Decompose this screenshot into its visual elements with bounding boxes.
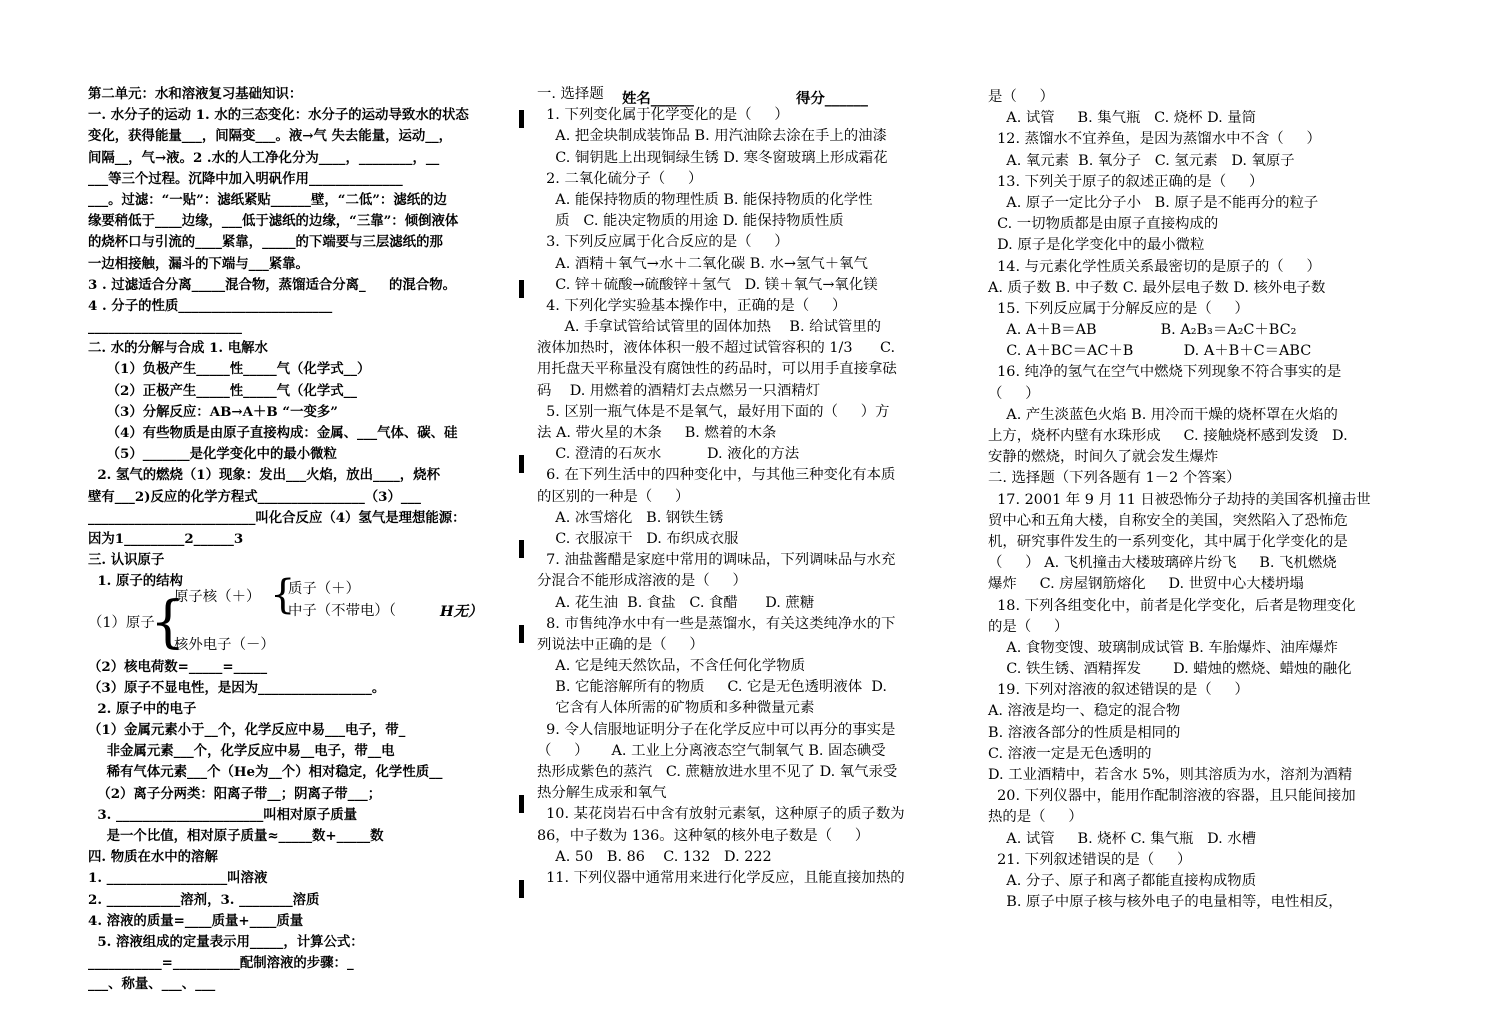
text-line: 5. 溶液组成的定量表示用_____，计算公式： [88, 933, 364, 950]
text-line: （5）_______是化学变化中的最小微粒 [88, 446, 337, 463]
text-line: 缘要稍低于____边缘，___低于滤纸的边缘，“三靠”：倾倒液体 [88, 213, 459, 230]
text-line: A. 50 B. 86 C. 132 D. 222 [537, 848, 772, 865]
text-line: （4）有些物质是由原子直接构成：金属、___气体、碳、硅 [88, 425, 458, 441]
text-line: （2）正极产生_____性_____气（化学式__ [88, 382, 357, 399]
text-line: 热的是（ ） [988, 809, 1083, 826]
text-line: A. 酒精＋氧气→水＋二氧化碳 B. 水→氢气＋氧气 [537, 255, 868, 272]
text-line: B. 溶液各部分的性质是相同的 [988, 724, 1181, 741]
text-line: A. 质子数 B. 中子数 C. 最外层电子数 D. 核外电子数 [988, 279, 1326, 296]
text-line: 用托盘天平称量没有腐蚀性的药品时，可以用手直接拿砝 [537, 361, 897, 378]
text-line: 质 C. 能决定物质的用途 D. 能保持物质性质 [537, 213, 844, 230]
divider-bar [519, 625, 524, 643]
text-line: （2）离子分两类：阳离子带__；阴离子带___； [88, 785, 382, 802]
text-line: 7. 油盐酱醋是家庭中常用的调味品，下列调味品与水充 [537, 552, 896, 569]
text-line: 3 . 过滤适合分离_____混合物，蒸馏适合分离_ 的混合物。 [88, 276, 456, 293]
text-line: D. 原子是化学变化中的最小微粒 [988, 237, 1205, 254]
choice-questions-column [537, 84, 965, 889]
text-line: （ ） [988, 385, 1040, 402]
text-line: 4. 溶液的质量=____质量+____质量 [88, 912, 304, 929]
text-line: 非金属元素___个，化学反应中易__电子，带__电 [88, 743, 395, 760]
review-notes-part2 [88, 657, 512, 996]
text-line: ___。过滤：“一贴”：滤纸紧贴______壁，“二低”：滤纸的边 [88, 191, 447, 208]
text-line: 6. 在下列生活中的四种变化中，与其他三种变化有本质 [537, 467, 896, 484]
text-line: C. A＋BC＝AC＋B D. A＋B＋C＝ABC [988, 343, 1312, 360]
text-line: A. 冰雪熔化 B. 钢铁生锈 [537, 509, 724, 526]
text-line: 液体加热时，液体体积一般不超过试管容积的 1/3 C. [537, 340, 896, 357]
text-line: A. 试管 B. 烧杯 C. 集气瓶 D. 水槽 [988, 830, 1257, 847]
text-line: C. 澄清的石灰水 D. 液化的方法 [537, 446, 800, 463]
text-line: 它含有人体所需的矿物质和多种微量元素 [537, 700, 815, 717]
divider-bar [519, 455, 524, 473]
text-line: ___等三个过程。沉降中加入明矾作用______________ [88, 170, 403, 187]
text-line: 是（ ） [988, 89, 1055, 105]
text-line: 8. 市售纯净水中有一些是蒸馏水，有关这类纯净水的下 [537, 615, 896, 632]
text-line: 分混合不能形成溶液的是（ ） [537, 573, 747, 590]
text-line: C. 铁生锈、酒精挥发 D. 蜡烛的燃烧、蜡烛的融化 [988, 661, 1352, 678]
text-line: 热分解生成汞和氧气 [537, 785, 667, 802]
text-line: 三. 认识原子 [88, 552, 165, 569]
text-line: A. 产生淡蓝色火焰 B. 用冷而干燥的烧杯罩在火焰的 [988, 406, 1338, 423]
text-line: 因为1_________2______3 [88, 530, 244, 547]
text-line: 是一个比值，相对原子质量≈_____数+_____数 [88, 828, 384, 844]
text-line: D. 工业酒精中，若含水 5%，则其溶质为水，溶剂为酒精 [988, 767, 1353, 783]
text-line: A. 把金块制成装饰品 B. 用汽油除去涂在手上的油漆 [537, 128, 887, 145]
text-line: 一. 选择题 [537, 86, 604, 102]
text-line: C. 溶液一定是无色透明的 [988, 745, 1152, 762]
text-line: A. 氧元素 B. 氧分子 C. 氢元素 D. 氧原子 [988, 152, 1295, 169]
text-line: 2. 二氧化硫分子（ ） [537, 170, 703, 187]
review-notes-part1 [88, 84, 512, 593]
text-line: A. A＋B＝AB B. A₂B₃＝A₂C＋BC₂ [988, 322, 1297, 339]
nucleus-label: 原子核（＋） [174, 588, 261, 605]
text-line: 安静的燃烧，时间久了就会发生爆炸 [988, 449, 1219, 466]
text-line: A. 手拿试管给试管里的固体加热 B. 给试管里的 [537, 319, 882, 336]
text-line: 16. 纯净的氢气在空气中燃烧下列现象不符合事实的是 [988, 364, 1342, 381]
text-line: 21. 下列叙述错误的是（ ） [988, 851, 1192, 868]
text-line: 列说法中正确的是（ ） [537, 636, 704, 653]
text-line: （ ） A. 工业上分离液态空气制氧气 B. 固态碘受 [537, 742, 886, 759]
text-line: A. 原子一定比分子小 B. 原子是不能再分的粒子 [988, 194, 1319, 211]
text-line: A. 它是纯天然饮品，不含任何化学物质 [537, 658, 806, 675]
text-line: 1. 下列变化属于化学变化的是（ ） [537, 107, 789, 124]
text-line: 17. 2001 年 9 月 11 日被恐怖分子劫持的美国客机撞击世 [988, 491, 1371, 508]
text-line: 2. 原子中的电子 [88, 700, 197, 717]
text-line: A. 分子、原子和离子都能直接构成物质 [988, 872, 1257, 889]
text-line: 11. 下列仪器中通常用来进行化学反应，且能直接加热的 [537, 869, 905, 886]
text-line: 变化，获得能量___，间隔变___。液→气 失去能量，运动__， [88, 128, 453, 145]
text-line: 14. 与元素化学性质关系最密切的是原子的（ ） [988, 258, 1321, 275]
neutron-label: 中子（不带电）（ [288, 602, 396, 619]
divider-bar [519, 540, 524, 558]
text-line: 的是（ ） [988, 618, 1069, 635]
text-line: 10. 某花岗岩石中含有放射元素氡，这种原子的质子数为 [537, 806, 905, 823]
text-line: 一. 水分子的运动 1. 水的三态变化：水分子的运动导致水的状态 [88, 107, 469, 124]
electron-label: 核外电子（－） [174, 636, 275, 653]
text-line: 18. 下列各组变化中，前者是化学变化，后者是物理变化 [988, 597, 1356, 614]
text-line: 4 . 分子的性质_______________________ [88, 297, 333, 314]
text-line: （3）原子不显电性，是因为_________________。 [88, 679, 386, 696]
text-line: 壁有___2)反应的化学方程式________________（3）___ [88, 488, 421, 505]
text-line: 4. 下列化学实验基本操作中，正确的是（ ） [537, 297, 847, 314]
text-line: 86，中子数为 136。这种氡的核外电子数是（ ） [537, 827, 870, 844]
text-line: （1）金属元素小于__个，化学反应中易___电子，带_ [88, 722, 406, 739]
text-line: A. 试管 B. 集气瓶 C. 烧杯 D. 量筒 [988, 110, 1257, 127]
text-line: 贸中心和五角大楼，自称安全的美国，突然陷入了恐怖危 [988, 512, 1348, 529]
text-line: （2）核电荷数=_____=_____ [88, 658, 268, 675]
text-line: 2. 氢气的燃烧（1）现象：发出___火焰，放出____，烧杯 [88, 467, 440, 484]
text-line: 稀有气体元素___个（He为__个）相对稳定，化学性质__ [88, 764, 443, 781]
score-field-label: 得分______ [796, 91, 868, 107]
text-line: C. 铜钥匙上出现铜绿生锈 D. 寒冬窗玻璃上形成霜花 [537, 149, 888, 166]
text-line: 15. 下列反应属于分解反应的是（ ） [988, 300, 1249, 317]
text-line: 9. 令人信服地证明分子在化学反应中可以再分的事实是 [537, 721, 896, 738]
text-line: A. 食物变馊、玻璃制成试管 B. 车胎爆炸、油库爆炸 [988, 639, 1338, 656]
text-line: （3）分解反应：AB→A＋B “一变多” [88, 403, 338, 420]
text-line: 热形成紫色的蒸汽 C. 蔗糖放进水里不见了 D. 氧气汞受 [537, 764, 898, 780]
text-line: 19. 下列对溶液的叙述错误的是（ ） [988, 682, 1249, 699]
divider-bar [519, 880, 524, 898]
text-line: 一边相接触，漏斗的下端与___紧靠。 [88, 255, 309, 272]
text-line: A. 溶液是均一、稳定的混合物 [988, 703, 1181, 720]
text-line: A. 能保持物质的物理性质 B. 能保持物质的化学性 [537, 191, 873, 208]
text-line: 1. 原子的结构 [88, 573, 183, 590]
brace-icon: { [150, 589, 186, 655]
text-line: A. 花生油 B. 食盐 C. 食醋 D. 蔗糖 [537, 594, 815, 611]
text-line: 爆炸 C. 房屋钢筋熔化 D. 世贸中心大楼坍塌 [988, 576, 1304, 593]
brace-icon: { [270, 571, 296, 618]
text-line: 5. 区别一瓶气体是不是氧气，最好用下面的（ ）方 [537, 403, 890, 420]
more-questions-column [988, 87, 1426, 913]
text-line: ___________=__________配制溶液的步骤：_ [88, 955, 354, 972]
hydrogen-note: H无） [440, 602, 483, 620]
text-line: （ ） A. 飞机撞击大楼玻璃碎片纷飞 B. 飞机燃烧 [988, 555, 1337, 572]
text-line: 的烧杯口与引流的____紧靠，_____的下端要与三层滤纸的那 [88, 234, 443, 251]
text-line: C. 衣服凉干 D. 布织成衣服 [537, 530, 739, 547]
divider-bar [519, 110, 524, 128]
text-line: 20. 下列仪器中，能用作配制溶液的容器，且只能间接加 [988, 788, 1356, 805]
text-line: 12. 蒸馏水不宜养鱼，是因为蒸馏水中不含（ ） [988, 131, 1321, 148]
text-line: 13. 下列关于原子的叙述正确的是（ ） [988, 173, 1264, 190]
text-line: 上方，烧杯内壁有水珠形成 C. 接触烧杯感到发烫 D. [988, 428, 1348, 444]
text-line: （1）负极产生_____性_____气（化学式__） [88, 361, 371, 378]
text-line: 第二单元：水和溶液复习基础知识： [88, 86, 303, 102]
text-line: _________________________叫化合反应（4）氢气是理想能源： [88, 509, 466, 526]
text-line: _______________________ [88, 319, 242, 336]
text-line: ___、称量、___、___ [88, 976, 216, 993]
text-line: 3. ______________________叫相对原子质量 [88, 806, 357, 823]
review-notes-column [88, 84, 512, 996]
text-line: 四. 物质在水中的溶解 [88, 849, 218, 866]
text-line: 法 A. 带火星的木条 B. 燃着的木条 [537, 425, 777, 441]
text-line: 二. 水的分解与合成 1. 电解水 [88, 340, 268, 357]
text-line: 码 D. 用燃着的酒精灯去点燃另一只酒精灯 [537, 382, 821, 399]
text-line: C. 锌＋硫酸→硫酸锌＋氢气 D. 镁＋氧气→氧化镁 [537, 276, 878, 293]
text-line: 2. ___________溶剂，3. ________溶质 [88, 891, 320, 908]
text-line: 二. 选择题（下列各题有 1－2 个答案） [988, 470, 1241, 487]
proton-label: 质子（＋） [288, 580, 360, 597]
atom-label: （1）原子 [88, 614, 155, 631]
name-field-label: 姓名______ [622, 91, 694, 107]
text-line: 3. 下列反应属于化合反应的是（ ） [537, 234, 789, 251]
text-line: B. 原子中原子核与核外电子的电量相等，电性相反， [988, 894, 1343, 911]
text-line: B. 它能溶解所有的物质 C. 它是无色透明液体 D. [537, 679, 887, 696]
text-line: C. 一切物质都是由原子直接构成的 [988, 216, 1219, 233]
text-line: 机，研究事件发生的一系列变化，其中属于化学变化的是 [988, 533, 1348, 550]
divider-bar [519, 795, 524, 813]
divider-bar [519, 280, 524, 298]
text-line: 间隔__，气→液。2 .水的人工净化分为____，________，__ [88, 149, 440, 166]
text-line: 1. __________________叫溶液 [88, 870, 268, 887]
text-line: 的区别的一种是（ ） [537, 488, 690, 505]
